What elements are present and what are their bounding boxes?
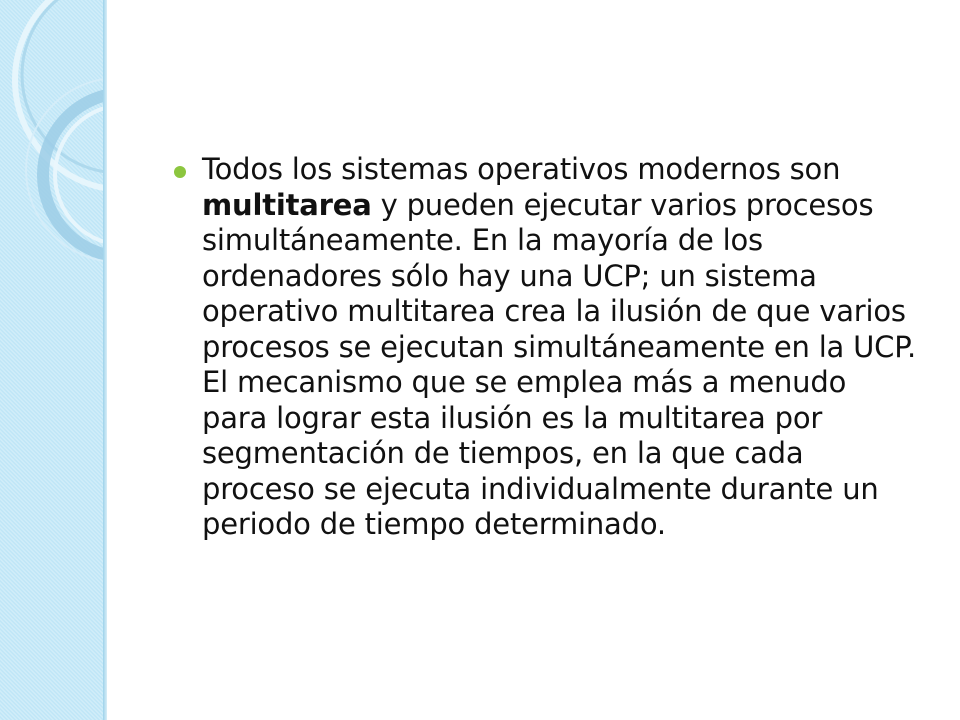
side-band-edge: [103, 0, 107, 720]
bullet-text-before: Todos los sistemas operativos modernos son: [202, 152, 841, 186]
side-band: [0, 0, 105, 720]
ring-decoration-icon: [0, 0, 105, 720]
slide-content: [160, 152, 920, 543]
bullet-dot-icon: [174, 166, 186, 178]
bullet-bold-term: multitarea: [202, 187, 372, 222]
bullet-item: [160, 152, 920, 543]
bullet-text-after: y pueden ejecutar varios procesos simultáneamente. En la mayoría de los ordenadores sólo hay una UCP; un sistema operativo multitarea crea la ilusión de que varios procesos se ejecutan simultáneamente en la UCP. El mecanismo que se emplea más a menudo para lograr esta ilusión es la multitarea por segmentación de tiempos, en la que cada proceso se ejecuta individualmente durante un periodo de tiempo determinado.: [202, 187, 917, 541]
